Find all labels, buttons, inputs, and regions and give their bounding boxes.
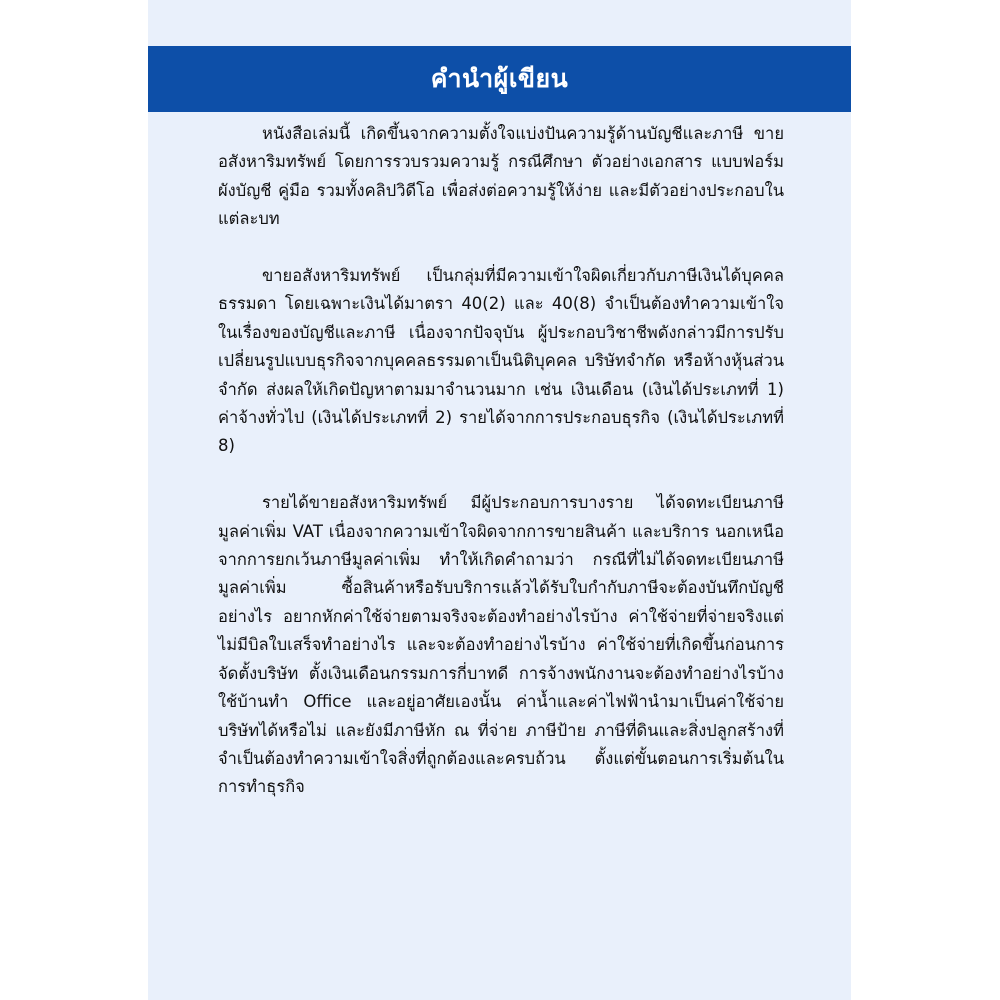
paragraph-tax-misunderstanding: ขายอสังหาริมทรัพย์ เป็นกลุ่มที่มีความเข้าใจผิดเกี่ยวกับภาษีเงินได้บุคคลธรรมดา โดยเฉพาะเงินได้มาตรา 40(2) และ 40(8) จำเป็นต้องทำความเข้าใจในเรื่องของบัญชีและภาษี เนื่องจากปัจจุบัน ผู้ประกอบวิชาชีพดังกล่าวมีการปรับเปลี่ยนรูปแบบธุรกิจจากบุคคลธรรมดาเป็นนิติบุคคล บริษัทจำกัด หรือห้างหุ้นส่วนจำกัด ส่งผลให้เกิดปัญหาตามมาจำนวนมาก เช่น เงินเดือน (เงินได้ประเภทที่ 1) ค่าจ้างทั่วไป (เงินได้ประเภทที่ 2) รายได้จากการประกอบธุรกิจ (เงินได้ประเภทที่ 8) <box>218 266 784 456</box>
body-text <box>218 120 784 802</box>
paragraph-intro: หนังสือเล่มนี้ เกิดขึ้นจากความตั้งใจแบ่งปันความรู้ด้านบัญชีและภาษี ขายอสังหาริมทรัพย์ โดยการรวบรวมความรู้ กรณีศึกษา ตัวอย่างเอกสาร แบบฟอร์ม ผังบัญชี คู่มือ รวมทั้งคลิปวิดีโอ เพื่อส่งต่อความรู้ให้ง่าย และมีตัวอย่างประกอบในแต่ละบท <box>218 124 784 229</box>
page-title: คำนำผู้เขียน <box>430 64 569 93</box>
title-bar <box>148 46 851 112</box>
paragraph-vat-questions: รายได้ขายอสังหาริมทรัพย์ มีผู้ประกอบการบางราย ได้จดทะเบียนภาษีมูลค่าเพิ่ม VAT เนื่องจากความเข้าใจผิดจากการขายสินค้า และบริการ นอกเหนือจากการยกเว้นภาษีมูลค่าเพิ่ม ทำให้เกิดคำถามว่า กรณีที่ไม่ได้จดทะเบียนภาษีมูลค่าเพิ่ม ซื้อสินค้าหรือรับบริการแล้วได้รับใบกำกับภาษีจะต้องบันทึกบัญชีอย่างไร อยากหักค่าใช้จ่ายตามจริงจะต้องทำอย่างไรบ้าง ค่าใช้จ่ายที่จ่ายจริงแต่ไม่มีบิลใบเสร็จทำอย่างไร และจะต้องทำอย่างไรบ้าง ค่าใช้จ่ายที่เกิดขึ้นก่อนการจัดตั้งบริษัท ตั้งเงินเดือนกรรมการกี่บาทดี การจ้างพนักงานจะต้องทำอย่างไรบ้าง ใช้บ้านทำ Office และอยู่อาศัยเองนั้น ค่าน้ำและค่าไฟฟ้านำมาเป็นค่าใช้จ่ายบริษัทได้หรือไม่ และยังมีภาษีหัก ณ ที่จ่าย ภาษีป้าย ภาษีที่ดินและสิ่งปลูกสร้างที่จำเป็นต้องทำความเข้าใจสิ่งที่ถูกต้องและครบถ้วน ตั้งแต่ขั้นตอนการเริ่มต้นในการทำธุรกิจ <box>218 493 784 797</box>
document-page <box>148 0 851 1000</box>
